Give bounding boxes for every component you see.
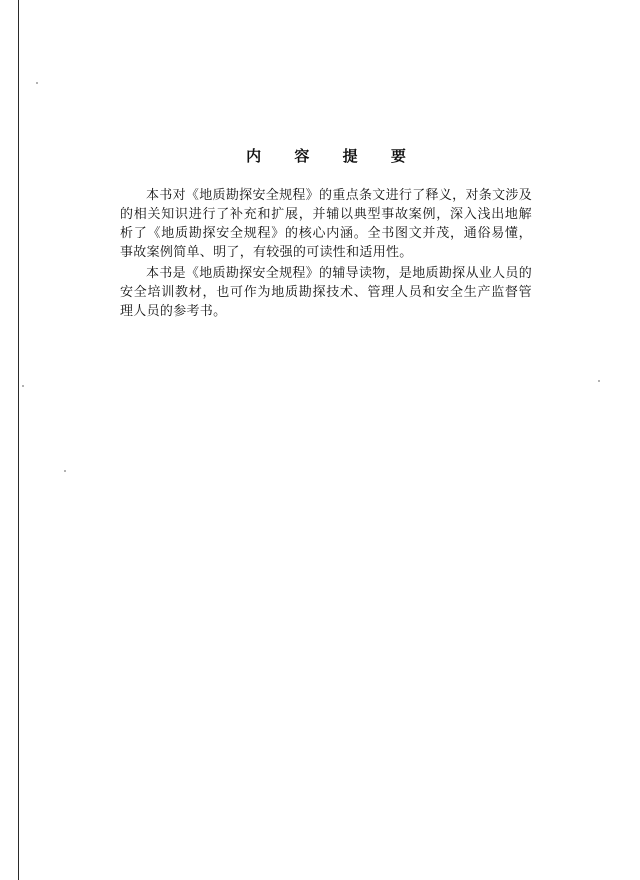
scan-speck <box>64 470 66 472</box>
summary-section <box>120 146 532 323</box>
section-heading: 内 容 提 要 <box>246 147 420 165</box>
summary-paragraph-2: 本书是《地质勘探安全规程》的辅导读物，是地质勘探从业人员的安全培训教材，也可作为地质勘探技术、管理人员和安全生产监督管理人员的参考书。 <box>120 266 532 319</box>
scan-speck <box>598 380 600 382</box>
page-binding-edge-line <box>18 0 19 880</box>
scan-speck <box>22 385 24 387</box>
scan-speck <box>36 82 38 84</box>
summary-paragraph-1: 本书对《地质勘探安全规程》的重点条文进行了释义，对条文涉及的相关知识进行了补充和扩展，并辅以典型事故案例，深入浅出地解析了《地质勘探安全规程》的核心内涵。全书图文并茂，通俗易懂，事故案例简单、明了，有较强的可读性和适用性。 <box>120 188 532 260</box>
